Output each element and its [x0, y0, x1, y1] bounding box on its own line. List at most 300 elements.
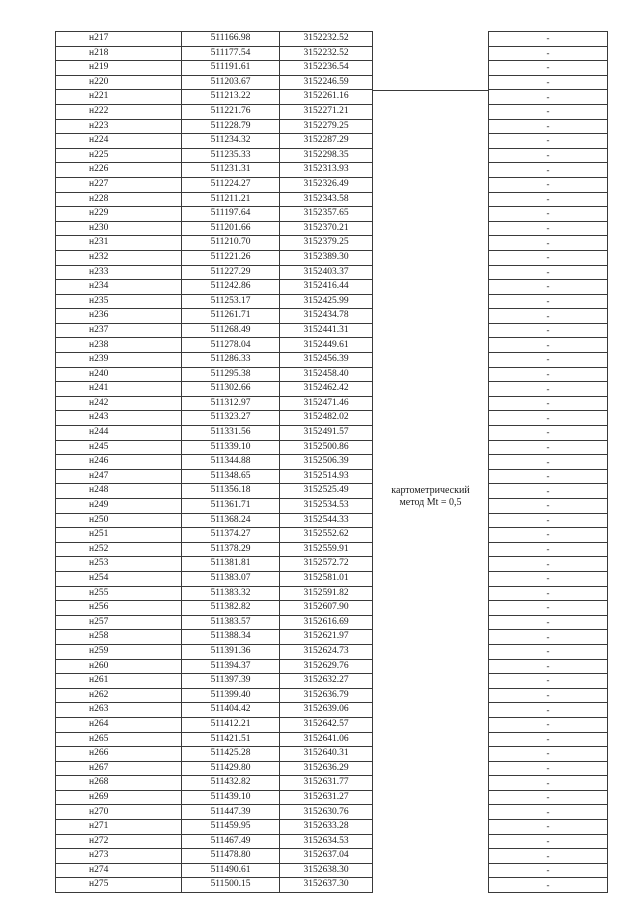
method-cell	[373, 90, 489, 105]
accuracy-dash: -	[489, 674, 608, 689]
coordinate-x: 511429.80	[182, 761, 280, 776]
table-row	[56, 367, 608, 382]
coordinate-y: 3152637.30	[280, 878, 373, 893]
table-row	[56, 32, 608, 47]
accuracy-dash: -	[489, 469, 608, 484]
method-cell	[373, 382, 489, 397]
coordinate-x: 511383.32	[182, 586, 280, 601]
coordinate-x: 511356.18	[182, 484, 280, 499]
coordinate-x: 511268.49	[182, 323, 280, 338]
coordinate-y: 3152416.44	[280, 280, 373, 295]
method-cell	[373, 75, 489, 90]
accuracy-dash: -	[489, 878, 608, 893]
point-id: н242	[56, 396, 182, 411]
point-id: н235	[56, 294, 182, 309]
coordinate-y: 3152370.21	[280, 221, 373, 236]
table-row	[56, 440, 608, 455]
accuracy-dash: -	[489, 586, 608, 601]
point-id: н260	[56, 659, 182, 674]
point-id: н236	[56, 309, 182, 324]
coordinate-x: 511383.57	[182, 615, 280, 630]
accuracy-dash: -	[489, 134, 608, 149]
method-cell	[373, 674, 489, 689]
coordinate-y: 3152534.53	[280, 499, 373, 514]
coordinate-x: 511203.67	[182, 75, 280, 90]
table-row	[56, 148, 608, 163]
coordinate-y: 3152425.99	[280, 294, 373, 309]
coordinate-x: 511394.37	[182, 659, 280, 674]
coordinate-y: 3152500.86	[280, 440, 373, 455]
table-row	[56, 294, 608, 309]
method-cell	[373, 134, 489, 149]
accuracy-dash: -	[489, 528, 608, 543]
point-id: н243	[56, 411, 182, 426]
method-cell	[373, 440, 489, 455]
table-row	[56, 411, 608, 426]
method-cell	[373, 426, 489, 441]
table-row	[56, 513, 608, 528]
method-cell	[373, 236, 489, 251]
point-id: н233	[56, 265, 182, 280]
table-row	[56, 805, 608, 820]
coordinate-y: 3152636.79	[280, 688, 373, 703]
coordinate-y: 3152640.31	[280, 747, 373, 762]
coordinate-y: 3152449.61	[280, 338, 373, 353]
coordinate-x: 511383.07	[182, 571, 280, 586]
accuracy-dash: -	[489, 61, 608, 76]
coordinate-y: 3152261.16	[280, 90, 373, 105]
coordinate-y: 3152491.57	[280, 426, 373, 441]
method-cell	[373, 309, 489, 324]
method-cell	[373, 367, 489, 382]
coordinate-y: 3152279.25	[280, 119, 373, 134]
point-id: н269	[56, 790, 182, 805]
coordinate-y: 3152271.21	[280, 104, 373, 119]
accuracy-dash: -	[489, 790, 608, 805]
table-row	[56, 834, 608, 849]
method-cell	[373, 163, 489, 178]
method-cell	[373, 192, 489, 207]
accuracy-dash: -	[489, 776, 608, 791]
coordinate-y: 3152313.93	[280, 163, 373, 178]
coordinate-x: 511348.65	[182, 469, 280, 484]
table-row	[56, 601, 608, 616]
accuracy-dash: -	[489, 747, 608, 762]
table-row	[56, 790, 608, 805]
accuracy-dash: -	[489, 367, 608, 382]
point-id: н226	[56, 163, 182, 178]
point-id: н268	[56, 776, 182, 791]
table-row	[56, 323, 608, 338]
coordinate-x: 511201.66	[182, 221, 280, 236]
method-cell	[373, 761, 489, 776]
accuracy-dash: -	[489, 192, 608, 207]
accuracy-dash: -	[489, 601, 608, 616]
coordinate-y: 3152637.04	[280, 849, 373, 864]
table-row	[56, 46, 608, 61]
method-cell	[373, 455, 489, 470]
coordinates-table-body	[56, 32, 608, 893]
point-id: н225	[56, 148, 182, 163]
point-id: н237	[56, 323, 182, 338]
coordinate-y: 3152298.35	[280, 148, 373, 163]
point-id: н219	[56, 61, 182, 76]
accuracy-dash: -	[489, 163, 608, 178]
accuracy-dash: -	[489, 280, 608, 295]
point-id: н251	[56, 528, 182, 543]
coordinate-x: 511221.76	[182, 104, 280, 119]
coordinate-y: 3152624.73	[280, 644, 373, 659]
accuracy-dash: -	[489, 455, 608, 470]
coordinate-y: 3152462.42	[280, 382, 373, 397]
table-row	[56, 426, 608, 441]
point-id: н229	[56, 207, 182, 222]
coordinate-x: 511166.98	[182, 32, 280, 47]
coordinate-x: 511242.86	[182, 280, 280, 295]
coordinate-y: 3152632.27	[280, 674, 373, 689]
coordinate-y: 3152581.01	[280, 571, 373, 586]
accuracy-dash: -	[489, 820, 608, 835]
coordinate-x: 511368.24	[182, 513, 280, 528]
method-cell	[373, 411, 489, 426]
method-cell	[373, 790, 489, 805]
table-row	[56, 761, 608, 776]
coordinate-y: 3152506.39	[280, 455, 373, 470]
coordinate-y: 3152631.77	[280, 776, 373, 791]
method-cell	[373, 644, 489, 659]
accuracy-dash: -	[489, 119, 608, 134]
accuracy-dash: -	[489, 440, 608, 455]
accuracy-dash: -	[489, 396, 608, 411]
accuracy-dash: -	[489, 104, 608, 119]
coordinate-x: 511399.40	[182, 688, 280, 703]
table-row	[56, 134, 608, 149]
coordinate-x: 511391.36	[182, 644, 280, 659]
method-cell	[373, 703, 489, 718]
coordinate-x: 511478.80	[182, 849, 280, 864]
coordinate-x: 511490.61	[182, 863, 280, 878]
table-row	[56, 469, 608, 484]
method-cell	[373, 119, 489, 134]
point-id: н272	[56, 834, 182, 849]
coordinate-y: 3152434.78	[280, 309, 373, 324]
accuracy-dash: -	[489, 294, 608, 309]
coordinate-x: 511339.10	[182, 440, 280, 455]
coordinate-x: 511467.49	[182, 834, 280, 849]
method-cell	[373, 820, 489, 835]
accuracy-dash: -	[489, 207, 608, 222]
coordinate-y: 3152621.97	[280, 630, 373, 645]
coordinate-x: 511295.38	[182, 367, 280, 382]
table-row	[56, 703, 608, 718]
table-row	[56, 104, 608, 119]
accuracy-dash: -	[489, 411, 608, 426]
coordinate-y: 3152616.69	[280, 615, 373, 630]
point-id: н255	[56, 586, 182, 601]
table-row	[56, 820, 608, 835]
accuracy-dash: -	[489, 177, 608, 192]
coordinate-x: 511261.71	[182, 309, 280, 324]
coordinate-y: 3152633.28	[280, 820, 373, 835]
table-row	[56, 484, 608, 499]
table-row	[56, 250, 608, 265]
table-row	[56, 528, 608, 543]
table-row	[56, 207, 608, 222]
coordinate-x: 511425.28	[182, 747, 280, 762]
table-row	[56, 863, 608, 878]
table-row	[56, 396, 608, 411]
table-row	[56, 849, 608, 864]
accuracy-dash: -	[489, 250, 608, 265]
point-id: н223	[56, 119, 182, 134]
point-id: н217	[56, 32, 182, 47]
point-id: н265	[56, 732, 182, 747]
method-cell	[373, 469, 489, 484]
coordinate-y: 3152458.40	[280, 367, 373, 382]
point-id: н222	[56, 104, 182, 119]
point-id: н256	[56, 601, 182, 616]
accuracy-dash: -	[489, 323, 608, 338]
coordinate-x: 511278.04	[182, 338, 280, 353]
point-id: н241	[56, 382, 182, 397]
method-cell	[373, 659, 489, 674]
table-row	[56, 747, 608, 762]
point-id: н220	[56, 75, 182, 90]
accuracy-dash: -	[489, 338, 608, 353]
coordinate-y: 3152572.72	[280, 557, 373, 572]
accuracy-dash: -	[489, 834, 608, 849]
method-cell	[373, 717, 489, 732]
coordinates-sheet	[55, 31, 573, 893]
method-cell	[373, 747, 489, 762]
point-id: н253	[56, 557, 182, 572]
method-label	[373, 485, 488, 509]
coordinate-x: 511210.70	[182, 236, 280, 251]
coordinate-y: 3152641.06	[280, 732, 373, 747]
table-row	[56, 382, 608, 397]
table-row	[56, 163, 608, 178]
point-id: н258	[56, 630, 182, 645]
coordinate-x: 511421.51	[182, 732, 280, 747]
point-id: н264	[56, 717, 182, 732]
table-row	[56, 732, 608, 747]
coordinate-x: 511228.79	[182, 119, 280, 134]
coordinate-x: 511213.22	[182, 90, 280, 105]
table-row	[56, 309, 608, 324]
coordinate-y: 3152357.65	[280, 207, 373, 222]
table-row	[56, 119, 608, 134]
method-cell	[373, 586, 489, 601]
coordinates-table	[55, 31, 608, 893]
table-row	[56, 776, 608, 791]
coordinate-x: 511302.66	[182, 382, 280, 397]
coordinate-x: 511235.33	[182, 148, 280, 163]
point-id: н234	[56, 280, 182, 295]
method-cell	[373, 280, 489, 295]
coordinate-x: 511447.39	[182, 805, 280, 820]
method-cell	[373, 834, 489, 849]
table-row	[56, 688, 608, 703]
table-row	[56, 659, 608, 674]
point-id: н263	[56, 703, 182, 718]
accuracy-dash: -	[489, 353, 608, 368]
method-cell	[373, 338, 489, 353]
accuracy-dash: -	[489, 761, 608, 776]
coordinate-y: 3152326.49	[280, 177, 373, 192]
coordinate-x: 511344.88	[182, 455, 280, 470]
method-cell	[373, 207, 489, 222]
accuracy-dash: -	[489, 732, 608, 747]
table-row	[56, 353, 608, 368]
coordinate-y: 3152403.37	[280, 265, 373, 280]
coordinate-y: 3152631.27	[280, 790, 373, 805]
method-cell	[373, 557, 489, 572]
method-cell	[373, 732, 489, 747]
point-id: н261	[56, 674, 182, 689]
table-row	[56, 644, 608, 659]
method-cell	[373, 849, 489, 864]
accuracy-dash: -	[489, 542, 608, 557]
accuracy-dash: -	[489, 703, 608, 718]
accuracy-dash: -	[489, 309, 608, 324]
table-row	[56, 280, 608, 295]
coordinate-x: 511382.82	[182, 601, 280, 616]
table-row	[56, 717, 608, 732]
coordinate-x: 511397.39	[182, 674, 280, 689]
coordinate-x: 511234.32	[182, 134, 280, 149]
point-id: н274	[56, 863, 182, 878]
method-label-line1: картометрический	[391, 484, 470, 496]
coordinate-x: 511388.34	[182, 630, 280, 645]
point-id: н248	[56, 484, 182, 499]
method-cell	[373, 250, 489, 265]
point-id: н247	[56, 469, 182, 484]
accuracy-dash: -	[489, 863, 608, 878]
coordinate-x: 511211.21	[182, 192, 280, 207]
method-cell	[373, 688, 489, 703]
method-cell	[373, 542, 489, 557]
coordinate-y: 3152343.58	[280, 192, 373, 207]
coordinate-y: 3152630.76	[280, 805, 373, 820]
accuracy-dash: -	[489, 644, 608, 659]
coordinate-x: 511227.29	[182, 265, 280, 280]
table-row	[56, 455, 608, 470]
accuracy-dash: -	[489, 805, 608, 820]
coordinate-y: 3152236.54	[280, 61, 373, 76]
method-cell	[373, 601, 489, 616]
point-id: н254	[56, 571, 182, 586]
table-row	[56, 499, 608, 514]
accuracy-dash: -	[489, 236, 608, 251]
point-id: н267	[56, 761, 182, 776]
table-row	[56, 90, 608, 105]
coordinate-y: 3152482.02	[280, 411, 373, 426]
table-row	[56, 557, 608, 572]
accuracy-dash: -	[489, 688, 608, 703]
table-row	[56, 878, 608, 893]
coordinate-x: 511432.82	[182, 776, 280, 791]
coordinate-y: 3152232.52	[280, 46, 373, 61]
point-id: н240	[56, 367, 182, 382]
coordinate-y: 3152456.39	[280, 353, 373, 368]
method-cell	[373, 46, 489, 61]
point-id: н244	[56, 426, 182, 441]
coordinate-x: 511374.27	[182, 528, 280, 543]
coordinate-y: 3152514.93	[280, 469, 373, 484]
table-row	[56, 586, 608, 601]
coordinate-x: 511361.71	[182, 499, 280, 514]
point-id: н228	[56, 192, 182, 207]
coordinate-x: 511323.27	[182, 411, 280, 426]
point-id: н246	[56, 455, 182, 470]
accuracy-dash: -	[489, 426, 608, 441]
method-cell	[373, 528, 489, 543]
coordinate-x: 511404.42	[182, 703, 280, 718]
coordinate-x: 511312.97	[182, 396, 280, 411]
table-row	[56, 192, 608, 207]
table-row	[56, 630, 608, 645]
coordinate-x: 511381.81	[182, 557, 280, 572]
coordinate-y: 3152287.29	[280, 134, 373, 149]
coordinate-x: 511331.56	[182, 426, 280, 441]
point-id: н273	[56, 849, 182, 864]
table-row	[56, 542, 608, 557]
coordinate-x: 511231.31	[182, 163, 280, 178]
accuracy-dash: -	[489, 484, 608, 499]
point-id: н239	[56, 353, 182, 368]
coordinate-x: 511224.27	[182, 177, 280, 192]
coordinate-y: 3152607.90	[280, 601, 373, 616]
accuracy-dash: -	[489, 148, 608, 163]
accuracy-dash: -	[489, 571, 608, 586]
coordinate-y: 3152544.33	[280, 513, 373, 528]
method-cell	[373, 294, 489, 309]
method-cell	[373, 513, 489, 528]
coordinate-y: 3152471.46	[280, 396, 373, 411]
coordinate-y: 3152559.91	[280, 542, 373, 557]
method-cell	[373, 630, 489, 645]
point-id: н245	[56, 440, 182, 455]
coordinate-y: 3152246.59	[280, 75, 373, 90]
method-cell	[373, 615, 489, 630]
point-id: н271	[56, 820, 182, 835]
point-id: н230	[56, 221, 182, 236]
method-cell	[373, 805, 489, 820]
coordinate-x: 511197.64	[182, 207, 280, 222]
point-id: н266	[56, 747, 182, 762]
table-row	[56, 674, 608, 689]
point-id: н275	[56, 878, 182, 893]
method-cell	[373, 353, 489, 368]
point-id: н252	[56, 542, 182, 557]
point-id: н262	[56, 688, 182, 703]
method-separator-line	[373, 90, 488, 91]
method-cell	[373, 221, 489, 236]
method-cell	[373, 148, 489, 163]
method-cell	[373, 484, 489, 514]
method-cell	[373, 61, 489, 76]
table-row	[56, 236, 608, 251]
method-cell	[373, 571, 489, 586]
coordinate-y: 3152379.25	[280, 236, 373, 251]
coordinate-y: 3152232.52	[280, 32, 373, 47]
accuracy-dash: -	[489, 513, 608, 528]
point-id: н221	[56, 90, 182, 105]
method-cell	[373, 776, 489, 791]
table-row	[56, 177, 608, 192]
point-id: н250	[56, 513, 182, 528]
coordinate-x: 511439.10	[182, 790, 280, 805]
